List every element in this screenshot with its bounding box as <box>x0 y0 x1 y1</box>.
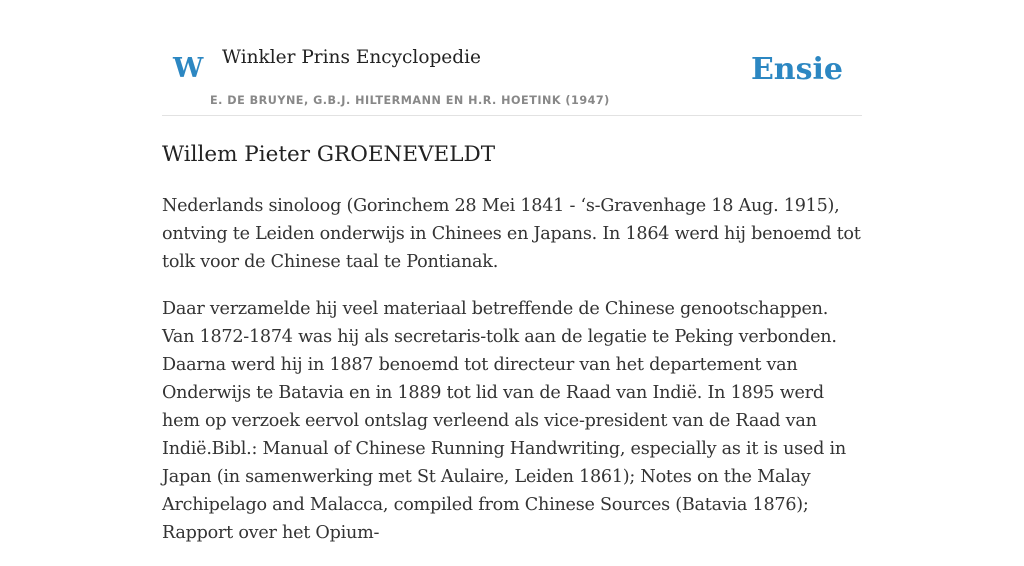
entry-title: Willem Pieter GROENEVELDT <box>162 142 496 167</box>
book-authors: E. DE BRUYNE, G.B.J. HILTERMANN EN H.R. HOETINK (1947) <box>210 94 610 107</box>
entry-body <box>162 192 862 566</box>
ensie-logo-link[interactable]: Ensie <box>750 52 843 87</box>
winkler-prins-logo[interactable]: W <box>173 53 204 84</box>
paragraph-2: Daar verzamelde hij veel materiaal betreffende de Chinese genootschappen. Van 1872-1874 was hij als secretaris-tolk aan de legatie te Peking verbonden. Daarna werd hij in 1887 benoemd tot directeur van het departement van Onderwijs te Batavia en in 1889 tot lid van de Raad van Indië. In 1895 werd hem op verzoek eervol ontslag verleend als vice-president van de Raad van Indië.Bibl.: Manual of Chinese Running Handwriting, especially as it is used in Japan (in samenwerking met St Aulaire, Leiden 1861); Notes on the Malay Archipelago and Malacca, compiled from Chinese Sources (Batavia 1876); Rapport over het Opium- <box>162 299 846 543</box>
paragraph-1: Nederlands sinoloog (Gorinchem 28 Mei 1841 - ‘s-Gravenhage 18 Aug. 1915), ontving te Leiden onderwijs in Chinees en Japans. In 1864 werd hij benoemd tot tolk voor de Chinese taal te Pontianak. <box>162 196 861 272</box>
book-title[interactable]: Winkler Prins Encyclopedie <box>222 47 481 68</box>
header-divider <box>162 115 862 116</box>
page <box>162 0 862 543</box>
